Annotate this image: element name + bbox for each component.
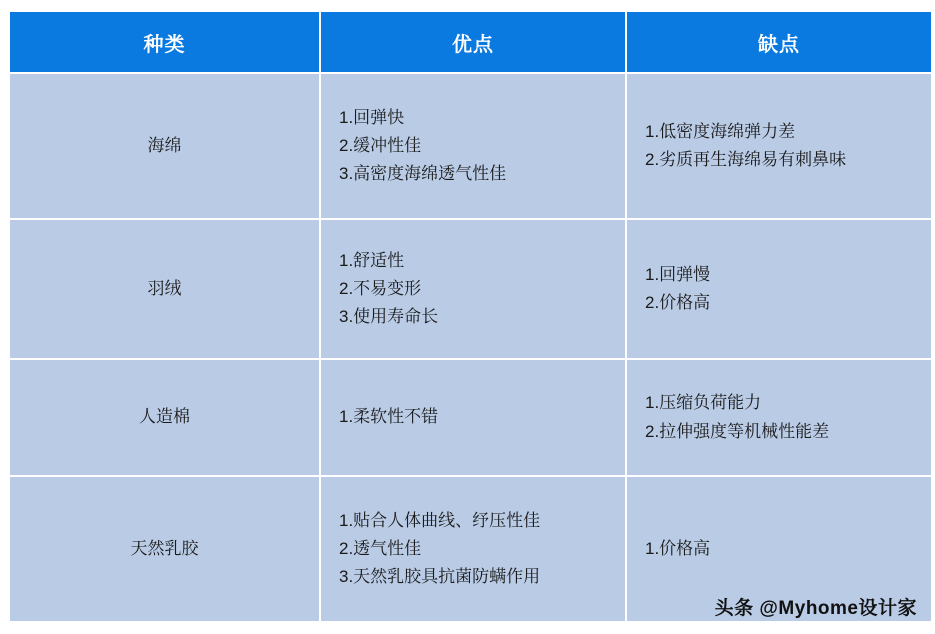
upholstery-filling-comparison-table [8, 10, 933, 623]
cell-cons [626, 73, 932, 219]
list-item: 2.不易变形 [339, 278, 422, 298]
table-row [9, 359, 932, 476]
cell-pros [320, 476, 626, 622]
list-item: 1.回弹慢 [645, 264, 711, 284]
table-body [9, 73, 932, 622]
cell-kind: 羽绒 [9, 219, 320, 359]
column-header-kind: 种类 [9, 11, 320, 73]
table-row [9, 73, 932, 219]
list-item: 3.天然乳胶具抗菌防螨作用 [339, 567, 541, 587]
table-header-row [9, 11, 932, 73]
list-item: 1.回弹快 [339, 107, 405, 127]
list-item: 2.价格高 [645, 293, 711, 312]
column-header-pros: 优点 [320, 11, 626, 73]
list-item: 2.拉伸强度等机械性能差 [645, 421, 830, 441]
list-item: 1.低密度海绵弹力差 [645, 121, 796, 141]
list-item: 1.压缩负荷能力 [645, 393, 762, 413]
cell-pros [320, 359, 626, 476]
cell-cons [626, 219, 932, 359]
cell-kind: 人造棉 [9, 359, 320, 476]
source-credit: 头条 @Myhome设计家 [714, 598, 917, 619]
table-row [9, 219, 932, 359]
column-header-cons: 缺点 [626, 11, 932, 73]
list-item: 3.使用寿命长 [339, 307, 439, 327]
cell-cons [626, 359, 932, 476]
list-item: 1.贴合人体曲线、纾压性佳 [339, 510, 541, 530]
cell-pros [320, 73, 626, 219]
cell-pros [320, 219, 626, 359]
list-item: 1.柔软性不错 [339, 407, 439, 427]
list-item: 1.舒适性 [339, 250, 405, 270]
cell-kind: 天然乳胶 [9, 476, 320, 622]
list-item: 3.高密度海绵透气性佳 [339, 164, 507, 184]
cell-kind: 海绵 [9, 73, 320, 219]
list-item: 2.劣质再生海绵易有刺鼻味 [645, 150, 847, 169]
comparison-table-page [0, 10, 935, 634]
list-item: 2.透气性佳 [339, 538, 422, 558]
table-header [9, 11, 932, 73]
list-item: 1.价格高 [645, 538, 711, 558]
list-item: 2.缓冲性佳 [339, 135, 422, 155]
